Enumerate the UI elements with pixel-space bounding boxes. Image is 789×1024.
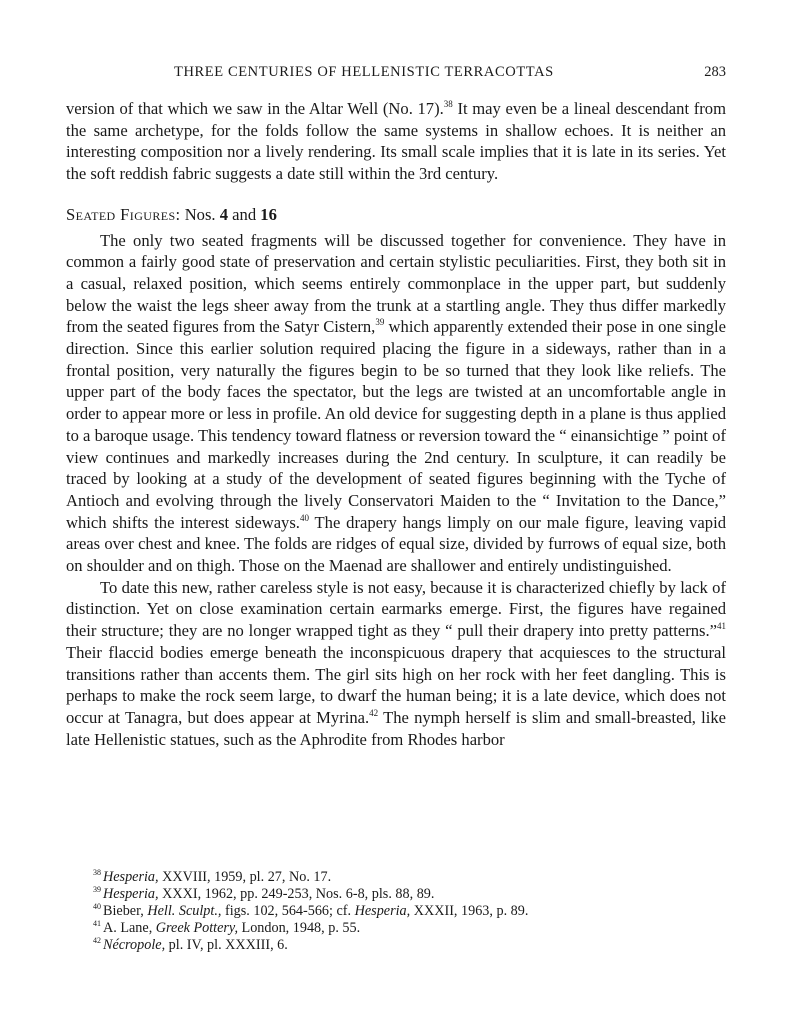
footnote-title: Nécropole,	[103, 937, 166, 953]
footnotes	[93, 869, 733, 954]
footnote-number: 38	[93, 868, 101, 877]
footnote	[93, 903, 733, 920]
footnote-ref: 40	[299, 512, 309, 523]
paragraph	[66, 577, 726, 751]
footnote-text: London, 1948, p. 55.	[238, 920, 361, 936]
text-run: Their flaccid bodies emerge beneath the inconspicuous drapery that acquiesces to the structural transitions rather than accents them. The girl sits high on her rock with her feet dangling. This is perhaps to make the rock seem large, to dwarf the human being; it is a late device, which does not occur at Tanagra, but does appear at Myrina.	[66, 642, 726, 727]
footnote	[93, 920, 733, 937]
text-run: It may even be a lineal descendant from the same archetype, for the folds follow the same systems in shallow echoes. It is neither an interesting composition nor a lively rendering. Its small scale implies that it is late in its series. Yet the soft reddish fabric suggests a date still within the 3rd century.	[66, 99, 726, 184]
footnote-number: 40	[93, 902, 101, 911]
footnote-author: A. Lane,	[103, 920, 156, 936]
text-run: which apparently extended their pose in one single direction. Since this earlier solution required placing the figure in a sideways, rather than in a frontal position, very naturally the figures begin to be so turned that they look like reliefs. The upper part of the body faces the spectator, but the legs are twisted at an uncomfortable angle in order to appear more or less in profile. An old device for suggesting depth in a plane is thus applied to a baroque usage. This tendency toward flatness or reversion toward the “ einansichtige ” point of view continues and markedly increases during the 2nd century. In sculpture, it can readily be traced by looking at a study of the development of seated figures beginning with the Tyche of Antioch and evolving through the lively Conservatori Maiden to the “ Invitation to the Dance,” which shifts the interest sideways.	[66, 317, 727, 532]
footnote-title: Greek Pottery,	[155, 920, 238, 936]
footnote-title: Hell. Sculpt.,	[147, 903, 222, 919]
text-run: The drapery hangs limply on our male figure, leaving vapid areas over chest and knee. The folds are ridges of equal size, divided by furrows of equal size, both on shoulder and on thigh. Those on the Maenad are shallower and entirely undistinguished.	[66, 512, 727, 576]
footnote-ref: 41	[717, 621, 726, 632]
footnote-title: Hesperia,	[103, 869, 159, 885]
footnote-ref: 39	[375, 317, 385, 328]
text-run: The nymph herself is slim and small-breasted, like late Hellenistic statues, such as the Aphrodite from Rhodes harbor	[66, 707, 726, 749]
page-number: 283	[704, 64, 726, 80]
section-heading	[66, 204, 726, 226]
section-heading-and: and	[228, 204, 261, 224]
footnote-title: Hesperia,	[103, 886, 159, 902]
text-run: To date this new, rather careless style is not easy, because it is characterized chiefly by lack of distinction. Yet on close examination certain earmarks emerge. First, the figures have regained their structure; they are no longer wrapped tight as they “ pull their drapery into pretty patterns.”	[66, 577, 726, 641]
running-title: THREE CENTURIES OF HELLENISTIC TERRACOTTAS	[174, 64, 554, 80]
footnote	[93, 886, 733, 903]
footnote-number: 42	[93, 936, 101, 945]
footnote	[93, 869, 733, 886]
footnote-text: figs. 102, 564-566; cf.	[221, 903, 355, 919]
section-heading-number: 4	[219, 204, 229, 224]
footnote-author: Bieber,	[103, 903, 148, 919]
paragraph-continued	[66, 98, 726, 185]
paragraph	[66, 230, 726, 577]
footnote-text: XXVIII, 1959, pl. 27, No. 17.	[158, 869, 332, 885]
footnote-ref: 38	[443, 99, 453, 109]
text-run: version of that which we saw in the Altar Well (No. 17).	[66, 99, 444, 118]
footnote-number: 39	[93, 885, 101, 894]
footnote-number: 41	[93, 919, 101, 928]
footnote-text: pl. IV, pl. XXXIII, 6.	[165, 937, 288, 953]
footnote-text: XXXII, 1963, p. 89.	[410, 903, 529, 919]
body-text	[66, 98, 726, 750]
section-heading-nos: Nos.	[180, 204, 220, 224]
section-heading-label: Seated Figures:	[66, 204, 181, 224]
footnote-text: XXXI, 1962, pp. 249-253, Nos. 6-8, pls. 88, 89.	[158, 886, 435, 902]
text-run: The only two seated fragments will be discussed together for convenience. They have in common a fairly good state of preservation and certain stylistic peculiarities. First, they both sit in a casual, relaxed position, which seems entirely commonplace in the upper part, but suddenly below the waist the legs sheer away from the trunk at a startling angle. They thus differ markedly from the seated figures from the Satyr Cistern,	[66, 230, 726, 337]
running-header	[66, 64, 726, 84]
footnote-ref: 42	[369, 707, 379, 718]
section-heading-number: 16	[260, 204, 277, 224]
footnote	[93, 937, 733, 954]
footnote-title: Hesperia,	[354, 903, 411, 919]
